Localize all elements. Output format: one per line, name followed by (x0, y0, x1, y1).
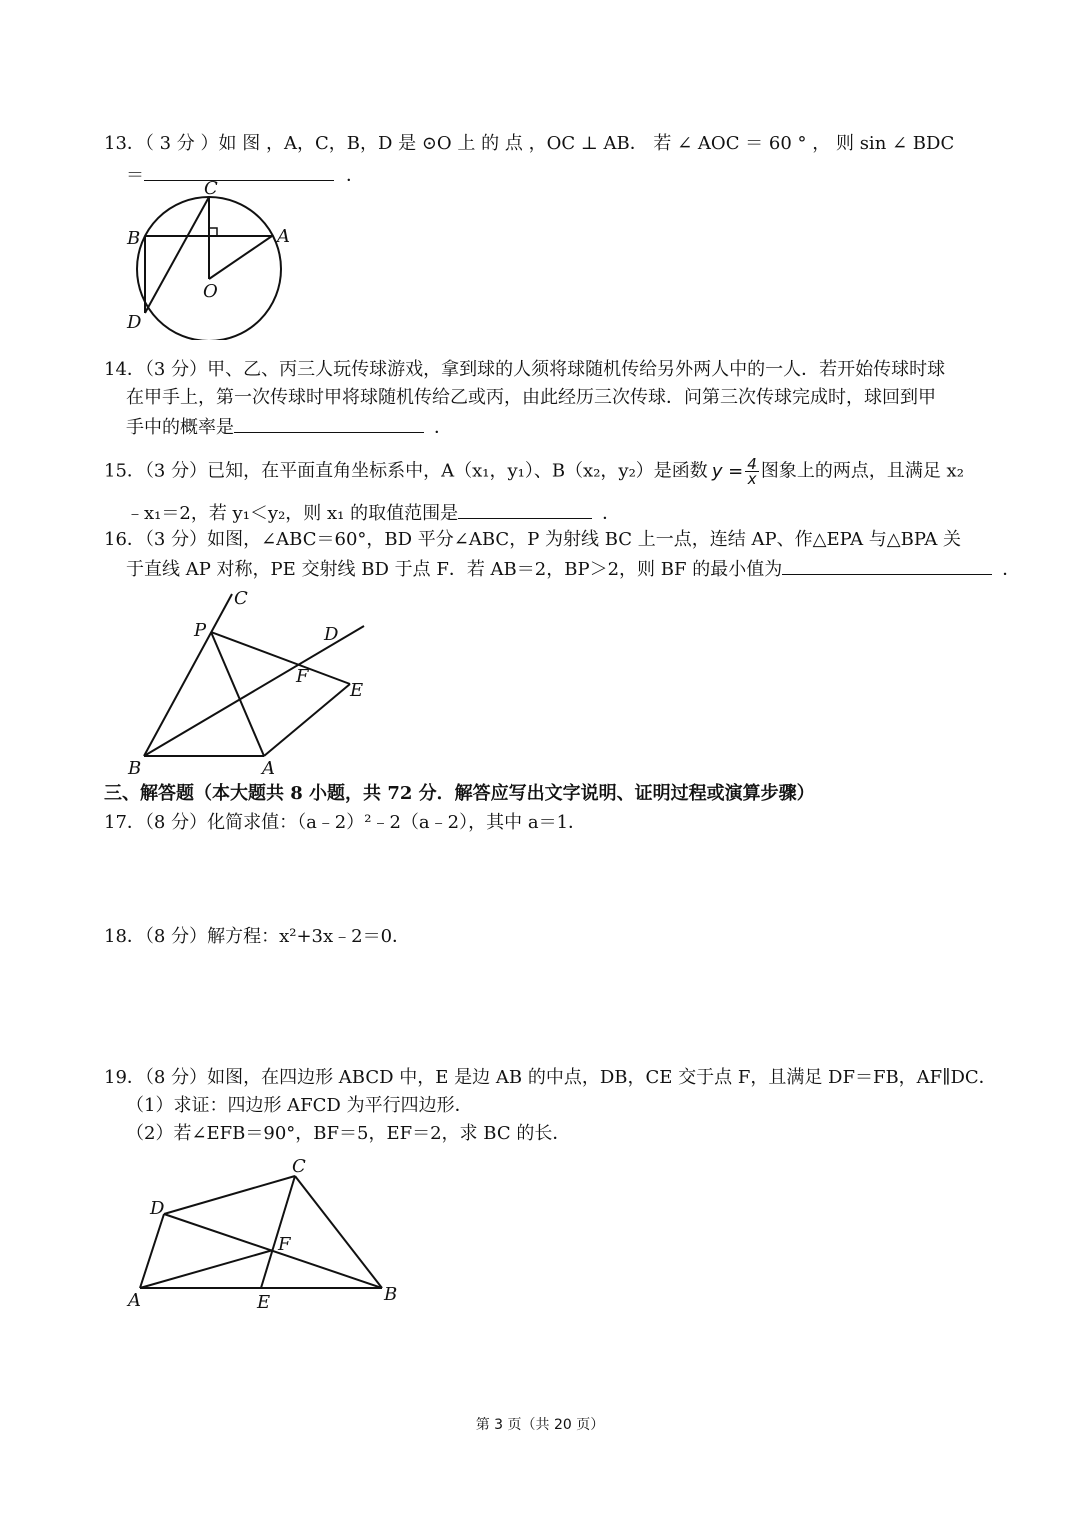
q19-label-d: D (150, 1198, 165, 1219)
q13-label-c: C (204, 180, 218, 199)
q19-figure (120, 1152, 410, 1317)
q16-segment-ae (264, 684, 350, 756)
q16-line2-suffix: ． (1002, 559, 1021, 580)
q19-label-b: B (384, 1284, 398, 1305)
q13-label-d: D (127, 312, 142, 333)
q13-right-angle-mark (209, 228, 217, 236)
q15-function: y = (711, 460, 744, 482)
q16-line2-prefix: 于直线 AP 对称，PE 交射线 BD 于点 F．若 AB＝2，BP＞2，则 BF 的最小值为 (126, 559, 783, 580)
q16-line2 (126, 556, 1020, 582)
q15-line1-b: 图象上的两点，且满足 x₂ (760, 460, 964, 482)
q16-label-e: E (350, 680, 364, 701)
q13-label-a: A (277, 226, 290, 247)
q15-line2-prefix: ﹣x₁＝2，若 y₁＜y₂，则 x₁ 的取值范围是 (126, 503, 459, 524)
q16-label-b: B (128, 758, 142, 779)
q19-segment-dc (164, 1176, 295, 1214)
section3-heading: 三、解答题（本大题共 8 小题，共 72 分．解答应写出文字说明、证明过程或演算步骤） (104, 783, 815, 804)
q15-fraction-denominator: x (747, 470, 757, 488)
q19-line2: （1）求证：四边形 AFCD 为平行四边形． (126, 1095, 473, 1116)
q16-label-a: A (262, 758, 275, 779)
q16-segment-pa (211, 632, 264, 756)
q13-line2-prefix: ＝ (126, 165, 144, 186)
q13-line2-suffix: ． (346, 165, 364, 186)
q19-segment-ce (261, 1176, 295, 1288)
q13-segment-oa (209, 236, 272, 279)
q13-label-b: B (127, 228, 141, 249)
q16-line1: 16．（3 分）如图，∠ABC＝60°，BD 平分∠ABC，P 为射线 BC 上一点，连结 AP、作△EPA 与△BPA 关 (104, 529, 962, 550)
q15-line1 (104, 457, 964, 486)
q18-text: 18．（8 分）解方程：x²+3x﹣2＝0． (104, 926, 411, 947)
q15-answer-blank (458, 500, 592, 519)
q13-line1: 13．（ 3 分 ）如 图 ，A，C，B，D 是 ⊙O 上 的 点 ，OC ⊥ AB． 若 ∠ AOC ＝ 60 ° ， 则 sin ∠ BDC (104, 133, 955, 154)
q14-line2: 在甲手上，第一次传球时甲将球随机传给乙或丙，由此经历三次传球．问第三次传球完成时，球回到甲 (126, 387, 936, 408)
q19-label-a: A (128, 1290, 141, 1311)
q19-segment-ad (140, 1214, 164, 1288)
q14-line3-suffix: ． (434, 417, 452, 438)
q13-segment-cd (145, 197, 209, 313)
q16-ray-bd (144, 626, 364, 756)
q14-line3-prefix: 手中的概率是 (126, 417, 234, 438)
q15-line2-suffix: ． (602, 503, 621, 524)
q14-line3 (126, 414, 452, 440)
q16-label-d: D (324, 624, 339, 645)
q15-line1-a: 15．（3 分）已知，在平面直角坐标系中，A（x₁，y₁）、B（x₂，y₂）是函数 (104, 460, 708, 482)
q15-line2 (126, 500, 620, 526)
q16-label-p: P (194, 620, 207, 641)
q13-figure (120, 180, 300, 340)
q19-segment-cb (295, 1176, 382, 1288)
q15-fraction-numerator: 4 (747, 455, 757, 473)
q13-answer-blank (144, 162, 334, 181)
q19-segment-af (140, 1250, 273, 1288)
q19-label-e: E (257, 1292, 271, 1313)
q16-ray-bc (144, 594, 232, 756)
q15-fraction (745, 457, 759, 486)
q17-text: 17．（8 分）化简求值：（a﹣2）²﹣2（a﹣2），其中 a＝1． (104, 812, 587, 833)
q14-answer-blank (234, 414, 424, 433)
q19-label-f: F (278, 1234, 291, 1255)
q19-line1: 19．（8 分）如图，在四边形 ABCD 中，E 是边 AB 的中点，DB，CE 交于点 F，且满足 DF＝FB，AF∥DC． (104, 1067, 997, 1088)
q13-label-o: O (203, 281, 218, 302)
q16-figure (120, 584, 380, 779)
q16-label-f: F (296, 666, 309, 687)
q16-label-c: C (234, 588, 248, 609)
q16-answer-blank (782, 556, 992, 575)
q14-line1: 14．（3 分）甲、乙、丙三人玩传球游戏，拿到球的人须将球随机传给另外两人中的一人．若开始传球时球 (104, 359, 946, 380)
q19-line3: （2）若∠EFB＝90°，BF＝5，EF＝2，求 BC 的长． (126, 1123, 571, 1144)
q19-label-c: C (292, 1156, 306, 1177)
page-number-footer: 第 3 页（共 20 页） (475, 1417, 605, 1433)
